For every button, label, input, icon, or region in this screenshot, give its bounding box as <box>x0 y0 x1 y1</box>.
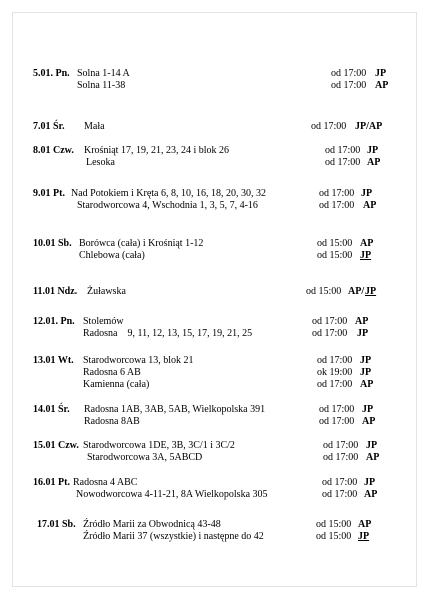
group-code: AP <box>364 489 378 500</box>
street-text: Radosna 6 AB <box>83 367 141 378</box>
street-text: Starodworcowa 3A, 5ABCD <box>87 452 203 463</box>
time-text: od 17:00 <box>325 145 361 156</box>
time-text: od 17:00 <box>325 157 361 168</box>
group-code: AP <box>358 519 372 530</box>
street-text: Radosna 4 ABC <box>73 477 138 488</box>
time-text: od 15:00 <box>316 531 352 542</box>
time-text: od 15:00 <box>317 238 353 249</box>
time-text: od 17:00 <box>322 477 358 488</box>
group-code: JP <box>366 440 378 451</box>
street-text: Radosna 8AB <box>84 416 140 427</box>
schedule-line <box>0 519 430 531</box>
group-code: JP <box>364 477 376 488</box>
street-text: Starodworcowa 13, blok 21 <box>83 355 194 366</box>
group-code: JP <box>360 367 372 378</box>
group-code: AP <box>360 238 374 249</box>
group-code: JP <box>362 404 374 415</box>
date-label: 16.01 Pt. <box>33 477 70 488</box>
time-text: od 17:00 <box>312 328 348 339</box>
group-code: JP <box>361 188 373 199</box>
street-text: Solna 11-38 <box>77 80 126 91</box>
group-code: AP <box>375 80 389 91</box>
schedule-line <box>0 121 430 133</box>
schedule-line <box>0 477 430 489</box>
time-text: od 17:00 <box>331 80 367 91</box>
group-code: JP <box>358 531 370 542</box>
schedule-line <box>0 238 430 250</box>
date-label: 5.01. Pn. <box>33 68 70 79</box>
date-label: 11.01 Ndz. <box>33 286 78 297</box>
group-code-underlined: JP <box>365 286 377 297</box>
street-text: Żuławska <box>87 286 126 297</box>
date-label: 12.01. Pn. <box>33 316 75 327</box>
time-text: od 17:00 <box>317 379 353 390</box>
street-text: Nowodworcowa 4-11-21, 8A Wielkopolska 305 <box>76 489 268 500</box>
schedule-line <box>0 355 430 367</box>
schedule-line <box>0 68 430 80</box>
street-text: Krośniąt 17, 19, 21, 23, 24 i blok 26 <box>84 145 229 156</box>
time-text: od 15:00 <box>316 519 352 530</box>
street-text: Starodworcowa 4, Wschodnia 1, 3, 5, 7, 4-16 <box>77 200 258 211</box>
street-text: Źródło Marii za Obwodnicą 43-48 <box>83 519 221 530</box>
schedule-line <box>0 440 430 452</box>
time-text: od 17:00 <box>312 316 348 327</box>
street-text: Borówca (cała) i Krośniąt 1-12 <box>79 238 204 249</box>
schedule-line <box>0 379 430 391</box>
group-code: AP <box>355 316 369 327</box>
street-text: Chlebowa (cała) <box>79 250 145 261</box>
schedule-line <box>0 188 430 200</box>
time-text: od 17:00 <box>319 188 355 199</box>
date-label: 17.01 Sb. <box>37 519 76 530</box>
group-code: JP <box>360 355 372 366</box>
street-text: Kamienna (cała) <box>83 379 150 390</box>
time-text: od 17:00 <box>331 68 367 79</box>
schedule-line <box>0 80 430 92</box>
time-text: od 17:00 <box>319 416 355 427</box>
date-label: 14.01 Śr. <box>33 404 70 415</box>
date-label: 10.01 Sb. <box>33 238 72 249</box>
date-label: 15.01 Czw. <box>33 440 79 451</box>
schedule-line <box>0 416 430 428</box>
group-code: JP <box>360 250 372 261</box>
schedule-line <box>0 145 430 157</box>
schedule-line <box>0 367 430 379</box>
schedule-line <box>0 452 430 464</box>
date-label: 13.01 Wt. <box>33 355 74 366</box>
time-text: od 15:00 <box>306 286 342 297</box>
date-label: 9.01 Pt. <box>33 188 65 199</box>
time-text: ok 19:00 <box>317 367 353 378</box>
group-code: AP <box>362 416 376 427</box>
time-text: od 17:00 <box>319 200 355 211</box>
schedule-line <box>0 250 430 262</box>
street-text: Radosna 1AB, 3AB, 5AB, Wielkopolska 391 <box>84 404 266 415</box>
street-text: Lesoka <box>86 157 115 168</box>
street-text: Solna 1-14 A <box>77 68 130 79</box>
group-code: JP <box>357 328 369 339</box>
date-label: 7.01 Śr. <box>33 121 65 132</box>
group-code: JP/AP <box>355 121 383 132</box>
group-code: AP <box>363 200 377 211</box>
group-code: AP/ <box>348 286 365 297</box>
date-label: 8.01 Czw. <box>33 145 74 156</box>
group-code: JP <box>367 145 379 156</box>
schedule-line <box>0 316 430 328</box>
schedule-line <box>0 286 430 298</box>
group-code: AP <box>367 157 381 168</box>
schedule-line <box>0 531 430 543</box>
time-text: od 17:00 <box>319 404 355 415</box>
time-text: od 17:00 <box>317 355 353 366</box>
street-text: Radosna 9, 11, 12, 13, 15, 17, 19, 21, 25 <box>83 328 253 339</box>
street-text: Mała <box>84 121 105 132</box>
schedule-line <box>0 157 430 169</box>
schedule-line <box>0 404 430 416</box>
street-text: Starodworcowa 1DE, 3B, 3C/1 i 3C/2 <box>83 440 235 451</box>
time-text: od 17:00 <box>322 489 358 500</box>
time-text: od 17:00 <box>323 440 359 451</box>
group-code: AP <box>360 379 374 390</box>
group-code: AP <box>366 452 380 463</box>
time-text: od 15:00 <box>317 250 353 261</box>
schedule-line <box>0 328 430 340</box>
street-text: Nad Potokiem i Kręta 6, 8, 10, 16, 18, 20, 30, 32 <box>71 188 266 199</box>
group-code: JP <box>375 68 387 79</box>
schedule-line <box>0 489 430 501</box>
time-text: od 17:00 <box>323 452 359 463</box>
schedule-line <box>0 200 430 212</box>
street-text: Źródło Marii 37 (wszystkie) i następne do 42 <box>83 531 264 542</box>
street-text: Stolemów <box>83 316 124 327</box>
time-text: od 17:00 <box>311 121 347 132</box>
